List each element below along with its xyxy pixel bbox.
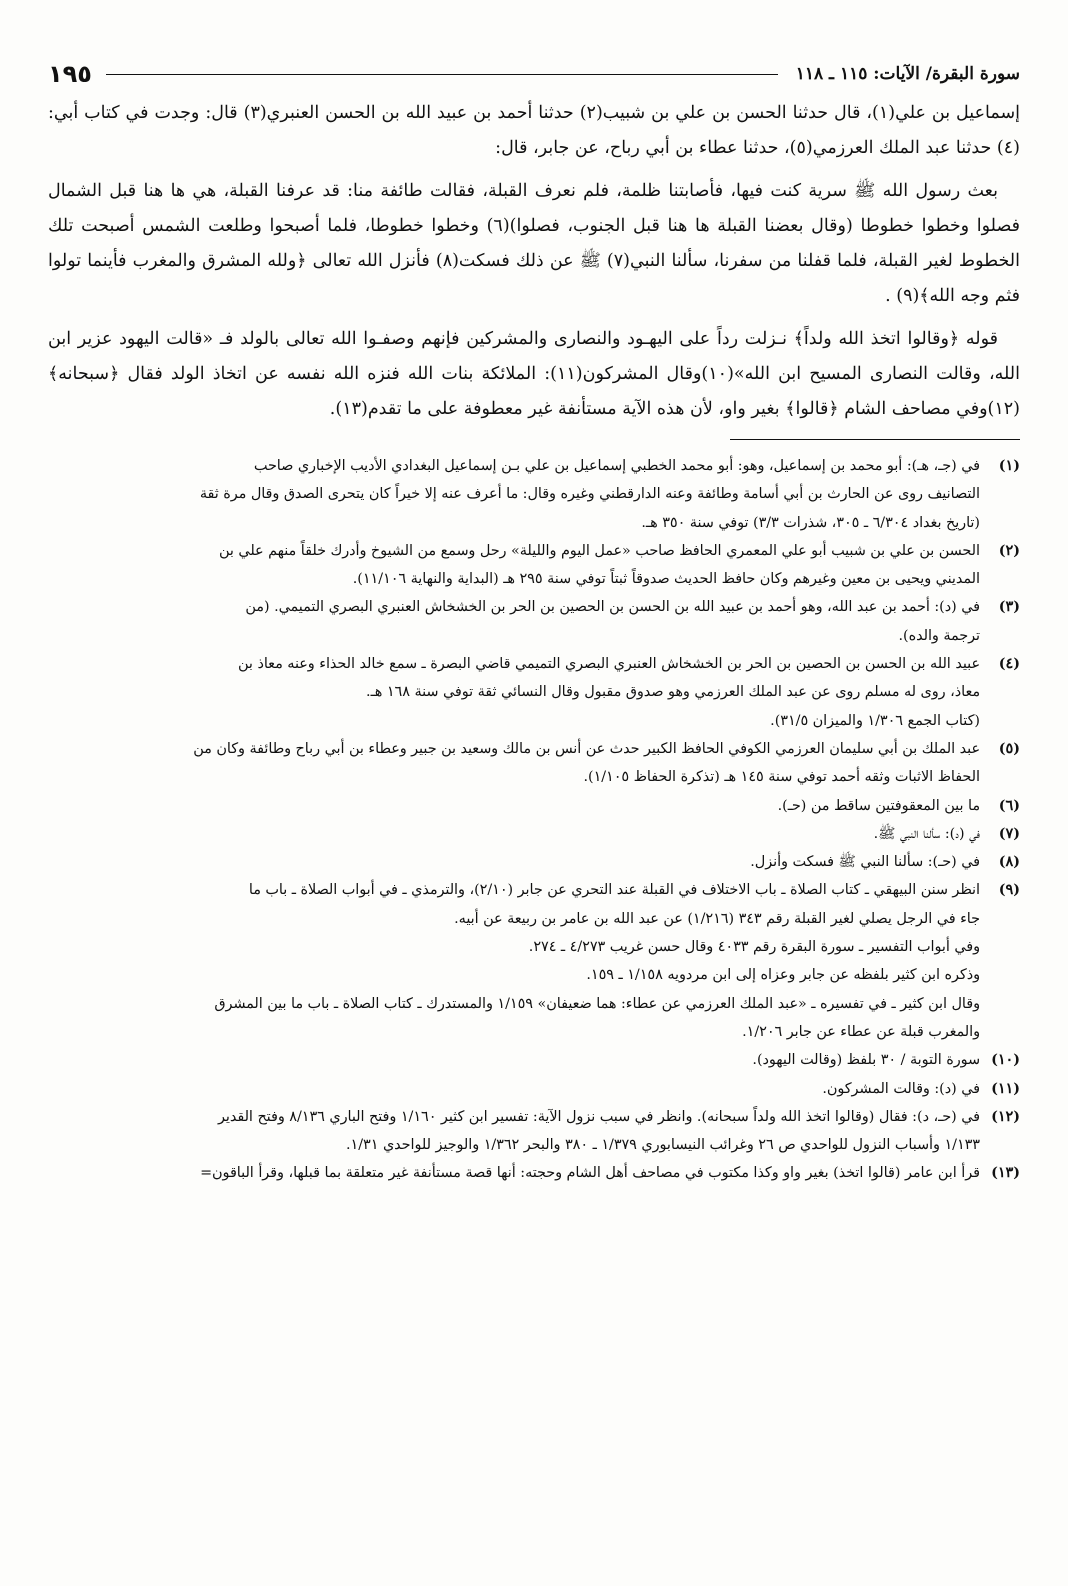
paragraph-commentary: قوله ﴿وقالوا اتخذ الله ولداً﴾ نـزلت رداً على اليهـود والنصارى والمشركين فإنهم وصفـوا الله تعالى بالولد فـ «قالت اليهود عزير ابن الله، وقالت النصارى المسيح ابن الله»(١٠)وقال المشركون(١١): الملائكة بنات الله فنزه الله نفسه عن اتخاذ الولد فقال ﴿سبحانه﴾(١٢)وفي مصاحف الشام ﴿قالوا﴾ بغير واو، لأن هذه الآية مستأنفة غير معطوفة على ما تقدم(١٣). (48, 329, 1020, 419)
footnote-5 (48, 735, 1020, 792)
footnote-line: في (د): وقالت المشركون. (822, 1080, 980, 1097)
footnote-line: المديني ويحيى بن معين وغيرهم وكان حافظ الحديث صدوقاً ثبتاً توفي سنة ٢٩٥ هـ (البداية والنهاية ١١/١٠٦). (352, 571, 980, 588)
footnote-4 (48, 650, 1020, 735)
footnote-line: عبيد الله بن الحسن بن الحصين بن الحر بن الخشخاش العنبري البصري التميمي قاضي البصرة ـ سمع خالد الحذاء وعنه معاذ بن (238, 656, 980, 673)
footnote-line: وقال ابن كثير ـ في تفسيره ـ «عبد الملك العرزمي عن عطاء: هما ضعيفان» ١/١٥٩ والمستدرك ـ كتاب الصلاة ـ باب ما بين المشرق (214, 995, 980, 1012)
footnote-line: في (حـ، د): فقال (وقالوا اتخذ الله ولداً سبحانه). وانظر في سبب نزول الآية: تفسير ابن كثير ١/١٦٠ وفتح الباري ٨/١٣٦ وفتح القدير (217, 1108, 980, 1125)
footnote-number: (١٠) (991, 1052, 1020, 1069)
paragraph-isnad: إسماعيل بن علي(١)، قال حدثنا الحسن بن علي بن شبيب(٢) حدثنا أحمد بن عبيد الله بن الحسن العنبري(٣) قال: وجدت في كتاب أبي: (٤) حدثنا عبد الملك العرزمي(٥)، حدثنا عطاء بن أبي رباح، عن جابر، قال: (48, 103, 1021, 158)
footnote-7 (48, 820, 1020, 848)
footnote-line: ترجمة والده). (898, 627, 980, 644)
footnote-line: عبد الملك بن أبي سليمان العرزمي الكوفي الحافظ الكبير حدث عن أنس بن مالك وسعيد بن جبير وعطاء بن أبي رباح وطائفة وكان من (193, 740, 980, 757)
footnote-line: ما بين المعقوفتين ساقط من (حـ). (777, 797, 980, 814)
footnote-number: (٧) (998, 825, 1020, 842)
footnote-line: وذكره ابن كثير بلفظه عن جابر وعزاه إلى ابن مردويه ١/١٥٨ ـ ١٥٩. (586, 967, 980, 984)
footnote-6 (48, 792, 1020, 820)
footnote-13 (48, 1159, 1020, 1187)
footnote-line: ١/١٣٣ وأسباب النزول للواحدي ص ٢٦ وغرائب النيسابوري ١/٣٧٩ ـ ٣٨٠ والبحر ١/٣٦٢ والوجيز للواحدي ١/٣١. (346, 1137, 980, 1154)
footnote-number: (٣) (998, 599, 1020, 616)
header-title: سورة البقرة/ الآيات: ١١٥ ـ ١١٨ (795, 64, 1020, 84)
footnote-line: معاذ، روى له مسلم روى عن عبد الملك العرزمي وهو صدوق مقبول وقال النسائي ثقة توفي سنة ١٦٨ هـ. (366, 684, 980, 701)
running-header (48, 52, 1020, 96)
footnote-number: (١) (998, 458, 1020, 474)
footnote-line: قرأ ابن عامر (قالوا اتخذ) بغير واو وكذا مكتوب في مصاحف أهل الشام وحجته: أنها قصة مستأنفة غير متعلقة بما قبلها، وقرأ الباقون= (200, 1165, 980, 1182)
footnote-number: (٨) (998, 854, 1020, 871)
footnote-line: (تاريخ بغداد ٦/٣٠٤ ـ ٣٠٥، شذرات ٣/٣) توفي سنة ٣٥٠ هـ. (641, 514, 980, 531)
footnote-number: (٤) (998, 656, 1020, 673)
footnote-9 (48, 876, 1020, 1046)
footnote-line: في (حـ): سألنا النبي ﷺ فسكت وأنزل. (750, 854, 980, 871)
page-number: ١٩٥ (48, 60, 92, 88)
header-rule (106, 74, 778, 75)
footnote-line: سورة التوبة / ٣٠ بلفظ (وقالت اليهود). (752, 1052, 980, 1069)
footnote-line: جاء في الرجل يصلي لغير القبلة رقم ٣٤٣ (١/٢١٦) عن عبد الله بن عامر بن ربيعة عن أبيه. (454, 910, 980, 927)
footnote-line: الحفاظ الاثبات وثقه أحمد توفي سنة ١٤٥ هـ (تذكرة الحفاظ ١/١٠٥). (583, 769, 980, 786)
footnote-8 (48, 848, 1020, 876)
footnote-line: انظر سنن البيهقي ـ كتاب الصلاة ـ باب الاختلاف في القبلة عند التحري عن جابر (٢/١٠)، والترمذي ـ في أبواب الصلاة ـ باب ما (248, 882, 980, 899)
footnote-number: (١١) (991, 1080, 1020, 1097)
footnote-11 (48, 1075, 1020, 1103)
footnotes (48, 452, 1020, 1188)
footnote-line: في (جـ، هـ): أبو محمد بن إسماعيل، وهو: أبو محمد الخطبي إسماعيل بن علي بـن إسماعيل البغدادي الأديب الإخباري صاحب (253, 458, 980, 474)
footnote-10 (48, 1046, 1020, 1074)
footnote-1 (48, 452, 1020, 537)
footnote-number: (٥) (998, 740, 1020, 757)
footnote-number: (٦) (998, 797, 1020, 814)
footnote-2 (48, 537, 1020, 594)
footnote-12 (48, 1103, 1020, 1160)
footnote-line: التصانيف روى عن الحارث بن أبي أسامة وطائفة وعنه الدارقطني وغيره وقال: ما أعرف عنه إلا خيراً كان يتحرى الصدق وقال مرة ثقة (199, 486, 980, 503)
footnote-line: وفي أبواب التفسير ـ سورة البقرة رقم ٤٠٣٣ وقال حسن غريب ٤/٢٧٣ ـ ٢٧٤. (528, 939, 980, 956)
footnote-line: الحسن بن علي بن شبيب أبو علي المعمري الحافظ صاحب «عمل اليوم والليلة» رحل وسمع من الشيوخ وأدرك خلقاً منهم علي بن (219, 542, 980, 559)
paragraph-hadith: بعث رسول الله ﷺ سرية كنت فيها، فأصابتنا ظلمة، فلم نعرف القبلة، فقالت طائفة منا: قد عرفنا القبلة، هي ها هنا قبل الشمال فصلوا وخطوا خطوطا (وقال بعضنا القبلة ها هنا قبل الجنوب، فصلوا)(٦) وخطوا خطوطا، فلما أصبحوا وطلعت الشمس أصبحت تلك الخطوط لغير القبلة، فلما قفلنا من سفرنا، سألنا النبي(٧) ﷺ عن ذلك فسكت(٨) فأنزل الله تعالى ﴿ولله المشرق والمغرب فأينما تولوا فثم وجه الله﴾(٩) . (48, 181, 1020, 306)
footnote-line: والمغرب قبلة عن عطاء عن جابر ١/٢٠٦. (742, 1023, 980, 1040)
footnote-number: (١٣) (991, 1165, 1020, 1182)
footnote-line: (كتاب الجمع ١/٣٠٦ والميزان ٣١/٥). (770, 712, 980, 729)
footnote-line: في (د): سألنا النبي ﷺ. (873, 825, 980, 842)
footnote-line: في (د): أحمد بن عبد الله، وهو أحمد بن عبيد الله بن الحسن بن الحصين بن الحر بن الخشخاش العنبري البصري التميمي. (من (245, 599, 980, 616)
footnote-3 (48, 593, 1020, 650)
footnote-number: (٢) (998, 542, 1020, 559)
footnote-number: (١٢) (991, 1108, 1020, 1125)
footnote-number: (٩) (998, 882, 1020, 899)
main-text (48, 96, 1020, 427)
footnote-separator (730, 439, 1020, 440)
